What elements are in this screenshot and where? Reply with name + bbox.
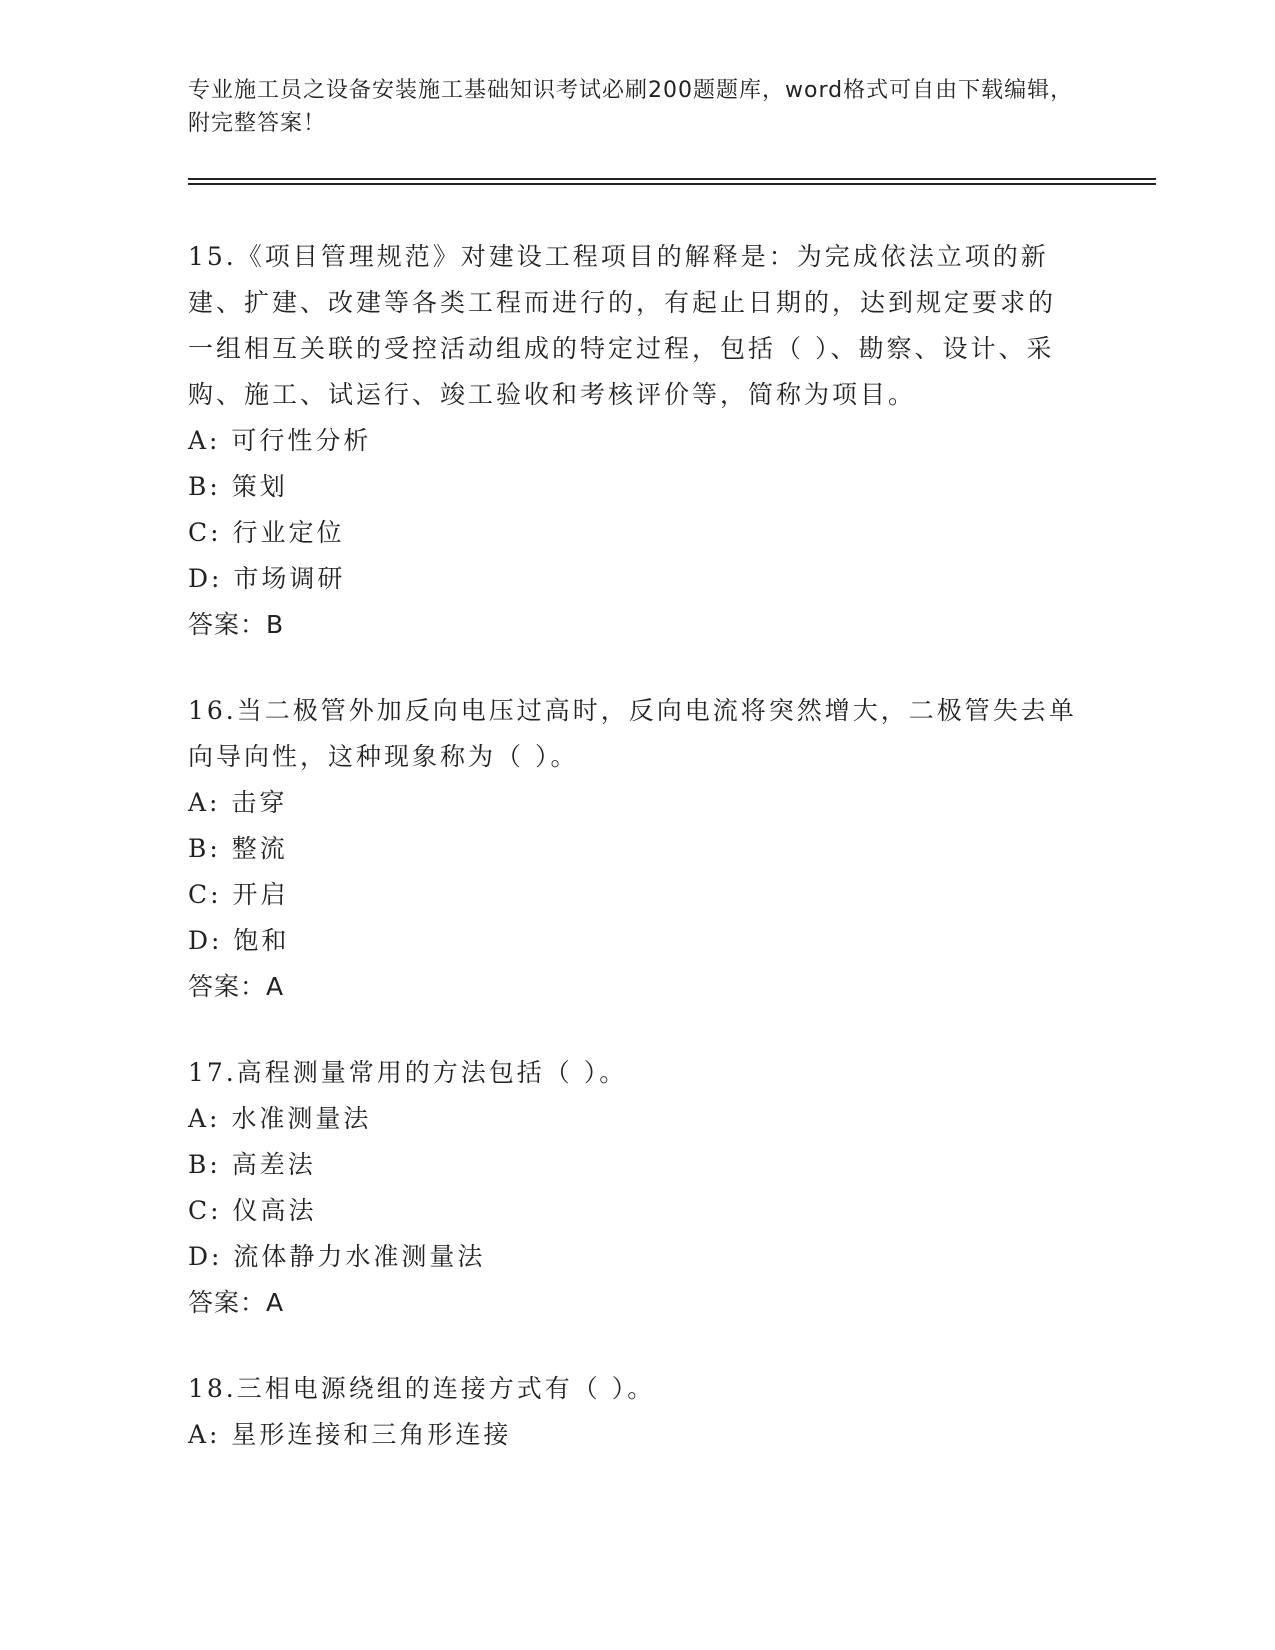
document-header: 专业施工员之设备安装施工基础知识考试必刷200题题库，word格式可自由下载编辑，附完整答案！ (188, 78, 1074, 136)
question-15 (188, 234, 1078, 648)
header-divider-top (188, 178, 1156, 180)
option-c: C: 仪高法 (188, 1196, 317, 1225)
option-b: B: 高差法 (188, 1150, 316, 1179)
option-d: D: 流体静力水准测量法 (188, 1242, 486, 1271)
option-a: A: 可行性分析 (188, 426, 372, 455)
option-c: C: 行业定位 (188, 518, 345, 547)
answer-line: 答案：B (188, 610, 285, 639)
question-stem: 17.高程测量常用的方法包括（ ）。 (188, 1058, 628, 1087)
option-b: B: 策划 (188, 472, 288, 501)
option-b: B: 整流 (188, 834, 288, 863)
question-16 (188, 688, 1078, 1010)
answer-line: 答案：A (188, 1288, 285, 1317)
option-c: C: 开启 (188, 880, 289, 909)
option-a: A: 星形连接和三角形连接 (188, 1420, 512, 1449)
question-stem: 15.《项目管理规范》对建设工程项目的解释是：为完成依法立项的新建、扩建、改建等各类工程而进行的，有起止日期的，达到规定要求的一组相互关联的受控活动组成的特定过程，包括（ ）、勘察、设计、采购、施工、试运行、竣工验收和考核评价等，简称为项目。 (188, 242, 1057, 409)
answer-line: 答案：A (188, 972, 285, 1001)
question-17 (188, 1050, 1078, 1326)
option-a: A: 击穿 (188, 788, 288, 817)
question-list (188, 234, 1078, 1498)
option-d: D: 市场调研 (188, 564, 346, 593)
header-divider-bottom (188, 183, 1156, 185)
question-18 (188, 1366, 1078, 1458)
question-stem: 16.当二极管外加反向电压过高时，反向电流将突然增大，二极管失去单向导向性，这种现象称为（ ）。 (188, 696, 1077, 771)
option-a: A: 水准测量法 (188, 1104, 372, 1133)
question-stem: 18.三相电源绕组的连接方式有（ ）。 (188, 1374, 656, 1403)
option-d: D: 饱和 (188, 926, 290, 955)
